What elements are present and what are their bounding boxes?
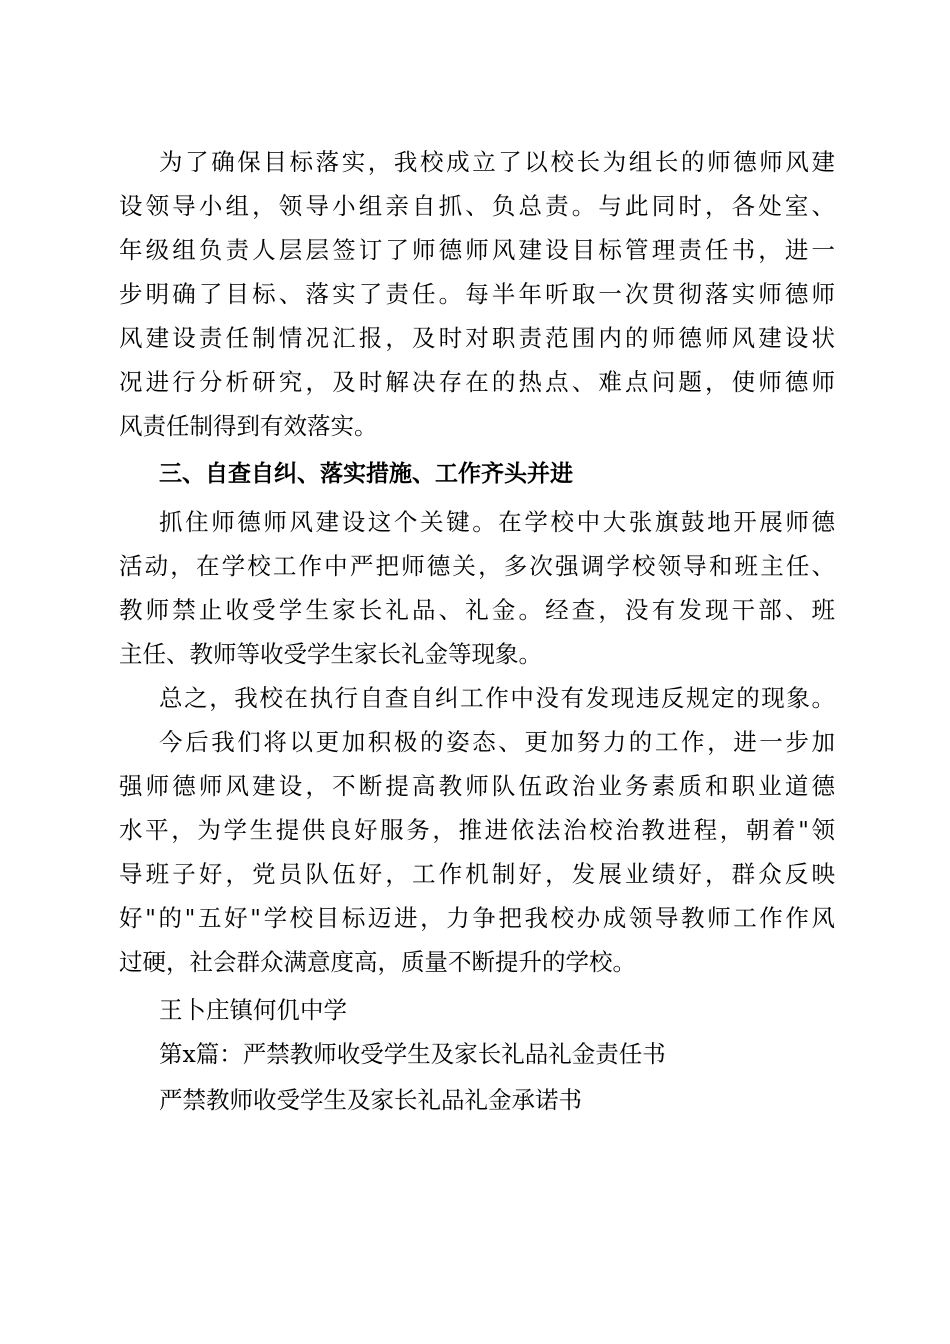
paragraph-line: 为了确保目标落实，我校成立了以校长为组长的师德师风建 bbox=[159, 148, 835, 176]
paragraph-line: 今后我们将以更加积极的姿态、更加努力的工作，进一步加 bbox=[159, 728, 835, 756]
paragraph-line: 风建设责任制情况汇报，及时对职责范围内的师德师风建设状 bbox=[119, 324, 835, 352]
paragraph-line: 过硬，社会群众满意度高，质量不断提升的学校。 bbox=[119, 948, 636, 976]
paragraph-line: 年级组负责人层层签订了师德师风建设目标管理责任书，进一 bbox=[119, 236, 835, 264]
paragraph-line: 抓住师德师风建设这个关键。在学校中大张旗鼓地开展师德 bbox=[159, 508, 835, 536]
school-signature: 王卜庄镇何仉中学 bbox=[159, 996, 347, 1024]
paragraph-line: 活动，在学校工作中严把师德关，多次强调学校领导和班主任、 bbox=[119, 552, 835, 580]
paragraph-line: 况进行分析研究，及时解决存在的热点、难点问题，使师德师 bbox=[119, 368, 835, 396]
paragraph-line: 水平，为学生提供良好服务，推进依法治校治教进程，朝着"领 bbox=[119, 816, 835, 844]
paragraph-line: 主任、教师等收受学生家长礼金等现象。 bbox=[119, 640, 542, 668]
paragraph-line: 风责任制得到有效落实。 bbox=[119, 412, 378, 440]
chapter-title: 第x篇：严禁教师收受学生及家长礼品礼金责任书 bbox=[159, 1040, 666, 1068]
paragraph-line: 好"的"五好"学校目标迈进，力争把我校办成领导教师工作作风 bbox=[119, 904, 835, 932]
paragraph-line: 设领导小组，领导小组亲自抓、负总责。与此同时，各处室、 bbox=[119, 192, 835, 220]
section-heading: 三、自查自纠、落实措施、工作齐头并进 bbox=[159, 461, 573, 487]
paragraph-line: 导班子好，党员队伍好，工作机制好，发展业绩好，群众反映 bbox=[119, 860, 835, 888]
paragraph-line: 教师禁止收受学生家长礼品、礼金。经查，没有发现干部、班 bbox=[119, 596, 835, 624]
paragraph-line: 步明确了目标、落实了责任。每半年听取一次贯彻落实师德师 bbox=[119, 280, 835, 308]
paragraph-line: 总之，我校在执行自查自纠工作中没有发现违反规定的现象。 bbox=[159, 684, 835, 712]
paragraph-line: 强师德师风建设，不断提高教师队伍政治业务素质和职业道德 bbox=[119, 772, 835, 800]
document-title: 严禁教师收受学生及家长礼品礼金承诺书 bbox=[159, 1086, 582, 1114]
